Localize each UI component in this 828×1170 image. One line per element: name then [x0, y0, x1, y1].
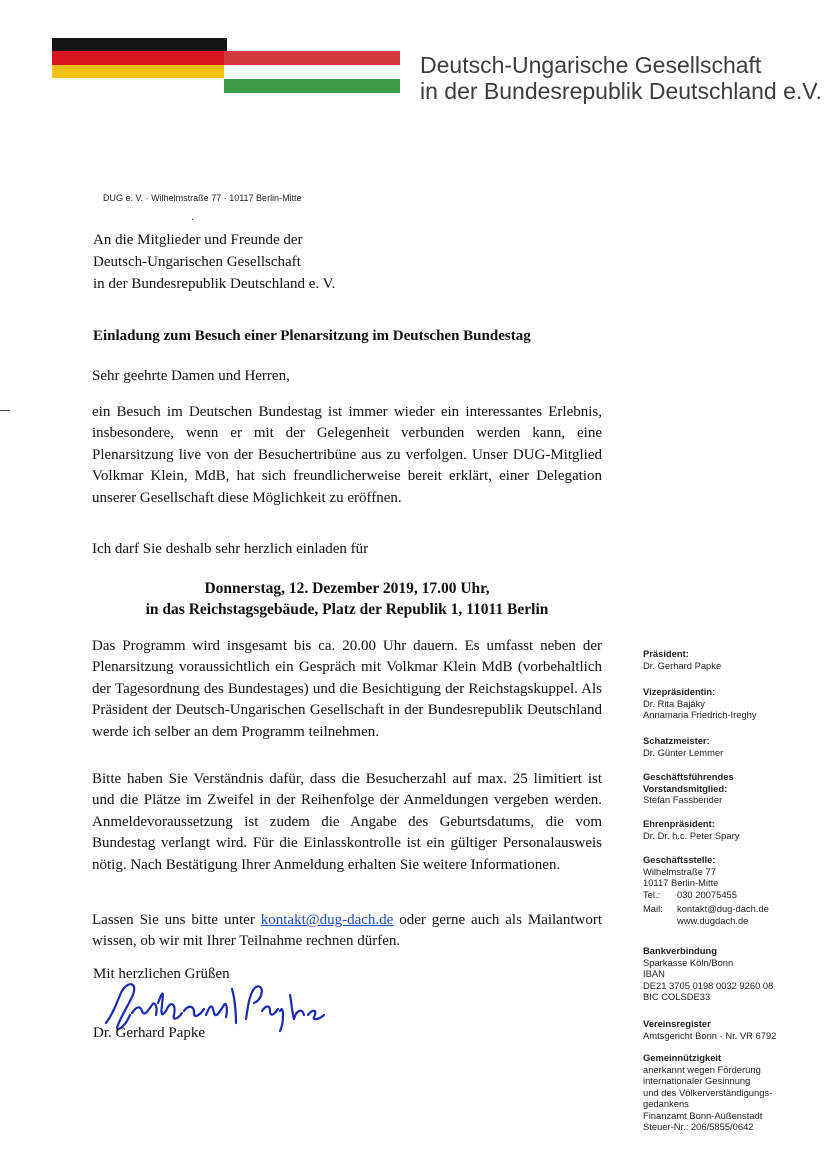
sidebar-praesident	[643, 648, 823, 671]
recipient-line: An die Mitglieder und Freunde der	[93, 232, 303, 248]
sidebar-ehrenpraesident	[643, 818, 823, 841]
sidebar-value: anerkannt wegen Förderung internationaler Gesinnung und des Völkerverständigungs- gedankens Finanzamt Bonn-Außenstadt Steuer-Nr.: 206/5855/0642	[643, 1063, 773, 1132]
german-flag	[52, 38, 227, 78]
event-location: in das Reichstagsgebäude, Platz der Republik 1, 11011 Berlin	[145, 601, 549, 618]
sidebar-value: Dr. Dr. h.c. Peter Spary	[643, 829, 740, 841]
sidebar-geschaeftsfuehrung	[643, 771, 823, 806]
sidebar-vereinsregister	[643, 1018, 823, 1041]
sidebar-value: Amtsgericht Bonn · Nr. VR 6792	[643, 1029, 777, 1041]
paragraph-4-text: oder gerne auch als Mailantwort wissen, ob wir mit Ihrer Teilnahme rechnen dürfen.	[92, 912, 603, 950]
salutation: Sehr geehrte Damen und Herren,	[92, 368, 290, 384]
sidebar-web-row	[643, 915, 823, 927]
sidebar-label: Bankverbindung	[643, 945, 717, 956]
body-paragraph-4	[92, 910, 602, 953]
contact-email-link[interactable]: kontakt@dug-dach.de	[260, 912, 394, 928]
sidebar-label: Schatzmeister:	[643, 735, 710, 746]
event-date: Donnerstag, 12. Dezember 2019, 17.00 Uhr,	[204, 580, 490, 597]
sidebar-mail-row	[643, 903, 823, 915]
paragraph-4-text: Lassen Sie uns bitte unter	[92, 912, 261, 928]
sidebar-gemeinnuetzigkeit	[643, 1052, 823, 1133]
body-paragraph-3: Bitte haben Sie Verständnis dafür, dass die Besucherzahl auf max. 25 limitiert ist und die Plätze im Zweifel in der Reihenfolge der Anmeldungen vergeben werden. Anmeldevoraussetzung ist zudem die Angabe des Geburtsdatums, die vom Bundestag verlangt wird. Für die Einlasskontrolle ist ein gültiger Personalausweis nötig. Nach Bestätigung Ihrer Anmeldung erhalten Sie weitere Informationen.	[92, 771, 602, 873]
phone-number: 030 20075455	[677, 888, 737, 900]
sidebar-bank	[643, 945, 823, 1003]
recipient-line: Deutsch-Ungarischen Gesellschaft	[93, 254, 301, 270]
body-paragraph-1: ein Besuch im Deutschen Bundestag ist immer wieder ein interessantes Erlebnis, insbesondere, wenn er mit der Gelegenheit verbunden werden kann, eine Plenarsitzung live von der Besuchertribüne aus zu verfolgen. Unser DUG-Mitglied Volkmar Klein, MdB, hat sich freundlicherweise bereit erklärt, einer Delegation unserer Gesellschaft diese Möglichkeit zu eröffnen.	[92, 404, 602, 506]
organization-subtitle: in der Bundesrepublik Deutschland e.V.	[420, 78, 822, 104]
sidebar-value: Dr. Gerhard Papke	[643, 659, 722, 671]
organization-name: Deutsch-Ungarische Gesellschaft	[420, 52, 762, 78]
sidebar-geschaeftsstelle	[643, 854, 823, 926]
sidebar-label: Ehrenpräsident:	[643, 818, 715, 829]
sidebar-label: Vereinsregister	[643, 1018, 711, 1029]
sidebar-schatzmeister	[643, 735, 823, 758]
sidebar-label: Vizepräsidentin:	[643, 686, 716, 697]
recipient-block	[93, 229, 335, 295]
body-paragraph-2: Das Programm wird insgesamt bis ca. 20.00 Uhr dauern. Es umfasst neben der Plenarsitzung voraussichtlich ein Gespräch mit Volkmar Klein MdB (vorbehaltlich der Tagesordnung des Bundestages) und die Besichtigung der Reichstagskuppel. Als Präsident der Deutsch-Ungarischen Gesellschaft in der Bundesrepublik Deutschland werde ich selber an dem Programm teilnehmen.	[92, 638, 602, 740]
sidebar-value: Stefan Fassbender	[643, 794, 723, 805]
sidebar-label: Geschäftsführendes Vorstandsmitglied:	[643, 771, 734, 794]
mail-label: Mail:	[643, 903, 663, 914]
letter-subject: Einladung zum Besuch einer Plenarsitzung im Deutschen Bundestag	[93, 328, 531, 344]
sidebar-label: Gemeinnützigkeit	[643, 1052, 722, 1063]
fold-mark	[0, 410, 10, 411]
sidebar-vize	[643, 686, 823, 721]
dot-mark: ·	[191, 215, 195, 226]
sidebar-phone-row	[643, 889, 823, 901]
event-details	[92, 578, 602, 620]
sidebar-value: Dr. Günter Lemmer	[643, 746, 724, 758]
sender-address-line: DUG e. V. · Wilhelmstraße 77 · 10117 Berlin-Mitte	[103, 193, 302, 203]
sidebar-label: Geschäftsstelle:	[643, 854, 716, 865]
invitation-intro: Ich darf Sie deshalb sehr herzlich einladen für	[92, 541, 369, 557]
closing-phrase: Mit herzlichen Grüßen	[93, 966, 230, 982]
hungarian-flag	[224, 51, 400, 93]
sidebar-value: Sparkasse Köln/Bonn IBAN DE21 3705 0198 0032 9260 08 BIC COLSDE33	[643, 956, 774, 1002]
website: www.dugdach.de	[677, 914, 749, 926]
sidebar-address: Wilhelmstraße 77 10117 Berlin-Mitte	[643, 865, 719, 888]
recipient-line: in der Bundesrepublik Deutschland e. V.	[93, 276, 336, 292]
sidebar-value: Dr. Rita Bajáky Annamaria Friedrich-Ireghy	[643, 697, 757, 720]
sidebar-label: Präsident:	[643, 648, 689, 659]
mail-address: kontakt@dug-dach.de	[677, 903, 769, 914]
signer-name: Dr. Gerhard Papke	[93, 1025, 206, 1041]
phone-label: Tel.:	[643, 888, 661, 900]
